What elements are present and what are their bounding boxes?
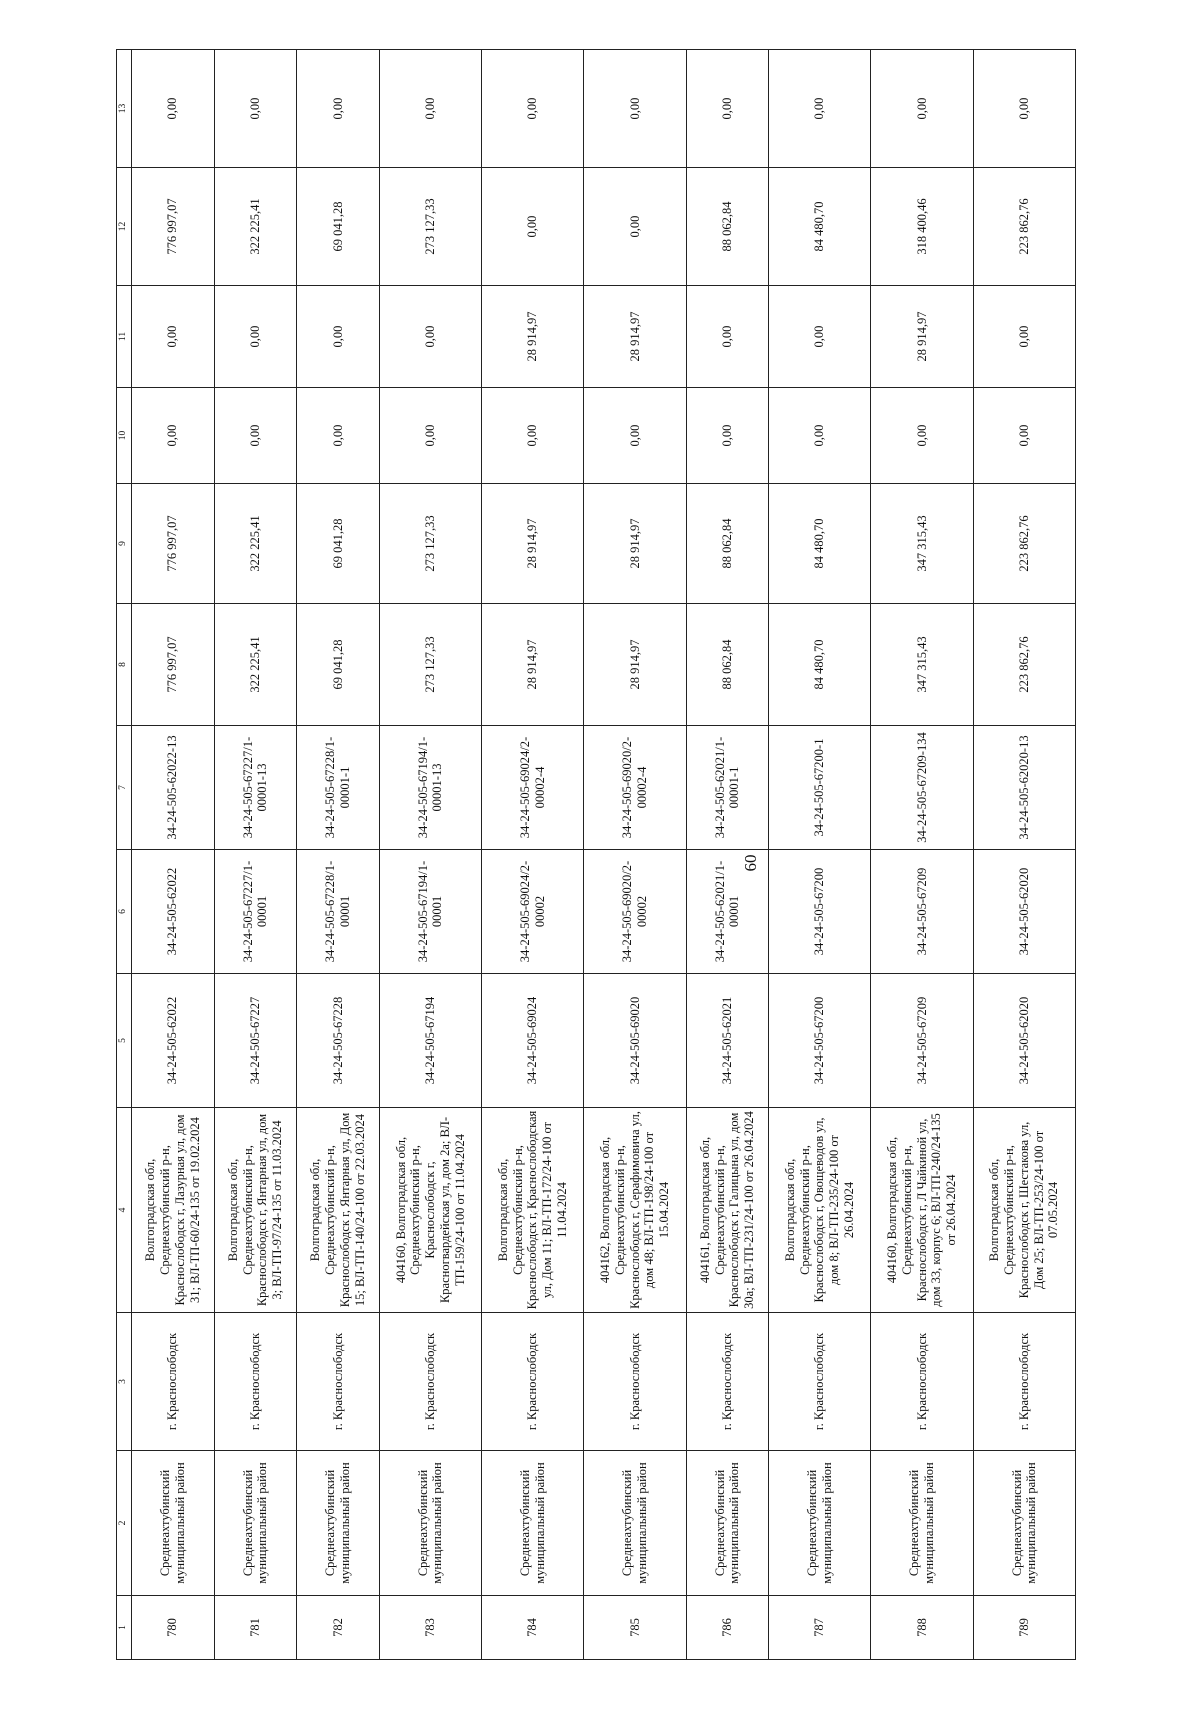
cell-address-contract: 404161, Волгоградская обл, Среднеахтубинский р-н, Краснослободск г, Галицына ул, дом 30а; ВЛ-ТП-231/24-100 от 26.04.2024 [686,1108,769,1313]
cell-amount-col10: 0,00 [132,388,215,484]
cell-address-contract: Волгоградская обл, Среднеахтубинский р-н, Краснослободск г, Краснослободская ул, Дом 11; ВЛ-ТП-172/24-100 от 11.04.2024 [482,1108,584,1313]
table-row [584,50,686,1660]
cell-object-id: 34-24-505-62022-13 [132,726,215,850]
cell-object-number: 34-24-505-62022 [132,850,215,974]
cell-row-number: 780 [132,1596,215,1660]
cell-amount-col11: 0,00 [379,286,481,388]
column-number-cell: 2 [117,1451,132,1596]
cell-amount-col9: 88 062,84 [686,484,769,604]
cell-object-id: 34-24-505-69024/2-00002-4 [482,726,584,850]
cell-amount-total: 28 914,97 [584,604,686,726]
cell-object-number: 34-24-505-62021/1-00001 [686,850,769,974]
cell-cadastral-block: 34-24-505-69024 [482,974,584,1108]
cell-amount-col9: 776 997,07 [132,484,215,604]
column-number-cell: 5 [117,974,132,1108]
cell-amount-col10: 0,00 [214,388,297,484]
cell-settlement: г. Краснослободск [379,1313,481,1451]
cell-amount-col9: 322 225,41 [214,484,297,604]
rotated-table-wrapper [116,50,1076,1660]
cell-amount-col10: 0,00 [871,388,973,484]
cell-object-id: 34-24-505-67209-134 [871,726,973,850]
cell-district: Среднеахтубинский муниципальный район [871,1451,973,1596]
cell-amount-col11: 0,00 [297,286,380,388]
cell-amount-col12: 88 062,84 [686,168,769,286]
cell-object-id: 34-24-505-67194/1-00001-13 [379,726,481,850]
cell-cadastral-block: 34-24-505-67227 [214,974,297,1108]
cell-row-number: 786 [686,1596,769,1660]
page-number: 60 [741,854,760,872]
cell-object-number: 34-24-505-67228/1-00001 [297,850,380,974]
cell-settlement: г. Краснослободск [584,1313,686,1451]
column-number-cell: 12 [117,168,132,286]
cell-amount-col12: 69 041,28 [297,168,380,286]
cell-amount-col9: 347 315,43 [871,484,973,604]
cell-amount-total: 273 127,33 [379,604,481,726]
cell-cadastral-block: 34-24-505-62021 [686,974,769,1108]
cell-address-contract: 404162, Волгоградская обл, Среднеахтубинский р-н, Краснослободск г, Серафимовича ул, дом 48; ВЛ-ТП-198/24-100 от 15.04.2024 [584,1108,686,1313]
cell-row-number: 783 [379,1596,481,1660]
table-row [379,50,481,1660]
cell-object-id: 34-24-505-67200-1 [769,726,871,850]
cell-row-number: 784 [482,1596,584,1660]
cell-object-id: 34-24-505-62020-13 [973,726,1075,850]
cell-amount-col11: 0,00 [132,286,215,388]
column-number-cell: 7 [117,726,132,850]
table-row [769,50,871,1660]
cell-object-number: 34-24-505-67200 [769,850,871,974]
cell-object-number: 34-24-505-67209 [871,850,973,974]
cell-amount-col10: 0,00 [584,388,686,484]
cell-amount-col13: 0,00 [769,50,871,168]
cell-amount-col10: 0,00 [297,388,380,484]
column-number-row [117,50,132,1660]
column-number-cell: 9 [117,484,132,604]
cell-object-number: 34-24-505-67227/1-00001 [214,850,297,974]
table-row [132,50,215,1660]
cell-amount-total: 84 480,70 [769,604,871,726]
cell-amount-total: 28 914,97 [482,604,584,726]
column-number-cell: 8 [117,604,132,726]
cell-row-number: 788 [871,1596,973,1660]
cell-address-contract: Волгоградская обл, Среднеахтубинский р-н, Краснослободск г, Шестакова ул, Дом 25; ВЛ-ТП-253/24-100 от 07.05.2024 [973,1108,1075,1313]
cell-amount-col12: 223 862,76 [973,168,1075,286]
cell-amount-col9: 273 127,33 [379,484,481,604]
cell-amount-col9: 28 914,97 [482,484,584,604]
table-body [117,50,1076,1660]
cell-amount-col9: 223 862,76 [973,484,1075,604]
cell-amount-col10: 0,00 [379,388,481,484]
cell-amount-col9: 28 914,97 [584,484,686,604]
cell-amount-col13: 0,00 [379,50,481,168]
table-row [871,50,973,1660]
cell-amount-col13: 0,00 [132,50,215,168]
cell-row-number: 782 [297,1596,380,1660]
cell-settlement: г. Краснослободск [297,1313,380,1451]
cell-object-id: 34-24-505-62021/1-00001-1 [686,726,769,850]
cell-object-id: 34-24-505-67228/1-00001-1 [297,726,380,850]
cell-amount-col12: 0,00 [482,168,584,286]
cell-district: Среднеахтубинский муниципальный район [482,1451,584,1596]
cell-amount-col11: 0,00 [973,286,1075,388]
cell-amount-col13: 0,00 [214,50,297,168]
cell-amount-col13: 0,00 [686,50,769,168]
cell-object-number: 34-24-505-62020 [973,850,1075,974]
cell-address-contract: 404160, Волгоградская обл, Среднеахтубинский р-н, Краснослободск г, Л Чайкиной ул, дом 33, корпус 6; ВЛ-ТП-240/24-135 от 26.04.2024 [871,1108,973,1313]
cell-amount-total: 88 062,84 [686,604,769,726]
cell-amount-col13: 0,00 [871,50,973,168]
cell-cadastral-block: 34-24-505-62022 [132,974,215,1108]
cell-amount-total: 322 225,41 [214,604,297,726]
cell-settlement: г. Краснослободск [686,1313,769,1451]
column-number-cell: 3 [117,1313,132,1451]
cell-cadastral-block: 34-24-505-67200 [769,974,871,1108]
cell-object-number: 34-24-505-69020/2-00002 [584,850,686,974]
cell-amount-col9: 84 480,70 [769,484,871,604]
cell-amount-col11: 0,00 [214,286,297,388]
cell-settlement: г. Краснослободск [482,1313,584,1451]
cell-amount-col10: 0,00 [482,388,584,484]
cell-district: Среднеахтубинский муниципальный район [214,1451,297,1596]
cell-address-contract: Волгоградская обл, Среднеахтубинский р-н, Краснослободск г, Янтарная ул, дом 3; ВЛ-ТП-97/24-135 от 11.03.2024 [214,1108,297,1313]
cell-amount-col13: 0,00 [482,50,584,168]
cell-amount-col9: 69 041,28 [297,484,380,604]
cell-cadastral-block: 34-24-505-69020 [584,974,686,1108]
cell-settlement: г. Краснослободск [132,1313,215,1451]
cell-amount-col12: 273 127,33 [379,168,481,286]
cell-district: Среднеахтубинский муниципальный район [132,1451,215,1596]
cell-cadastral-block: 34-24-505-62020 [973,974,1075,1108]
cell-object-number: 34-24-505-67194/1-00001 [379,850,481,974]
cell-amount-total: 347 315,43 [871,604,973,726]
cell-amount-col10: 0,00 [686,388,769,484]
cell-amount-col11: 0,00 [686,286,769,388]
cell-amount-total: 69 041,28 [297,604,380,726]
cell-settlement: г. Краснослободск [871,1313,973,1451]
cell-amount-col10: 0,00 [769,388,871,484]
cell-object-number: 34-24-505-69024/2-00002 [482,850,584,974]
table-row [214,50,297,1660]
table-row [973,50,1075,1660]
cell-cadastral-block: 34-24-505-67194 [379,974,481,1108]
cell-cadastral-block: 34-24-505-67228 [297,974,380,1108]
cell-amount-col10: 0,00 [973,388,1075,484]
cell-row-number: 789 [973,1596,1075,1660]
cell-amount-col11: 28 914,97 [482,286,584,388]
cell-amount-col12: 776 997,07 [132,168,215,286]
cell-address-contract: Волгоградская обл, Среднеахтубинский р-н, Краснослободск г, Овощеводов ул, дом 8; ВЛ-ТП-235/24-100 от 26.04.2024 [769,1108,871,1313]
cell-object-id: 34-24-505-69020/2-00002-4 [584,726,686,850]
table-row [297,50,380,1660]
cell-row-number: 785 [584,1596,686,1660]
cell-amount-col11: 0,00 [769,286,871,388]
column-number-cell: 13 [117,50,132,168]
cell-address-contract: Волгоградская обл, Среднеахтубинский р-н, Краснослободск г, Янтарная ул, Дом 15; ВЛ-ТП-140/24-100 от 22.03.2024 [297,1108,380,1313]
column-number-cell: 6 [117,850,132,974]
cell-cadastral-block: 34-24-505-67209 [871,974,973,1108]
cell-district: Среднеахтубинский муниципальный район [973,1451,1075,1596]
cell-object-id: 34-24-505-67227/1-00001-13 [214,726,297,850]
cell-district: Среднеахтубинский муниципальный район [769,1451,871,1596]
column-number-cell: 4 [117,1108,132,1313]
cell-amount-col13: 0,00 [297,50,380,168]
table-row [482,50,584,1660]
cell-address-contract: 404160, Волгоградская обл, Среднеахтубинский р-н, Краснослободск г, Красногвардейская ул, дом 2а; ВЛ-ТП-159/24-100 от 11.04.2024 [379,1108,481,1313]
cell-amount-col13: 0,00 [973,50,1075,168]
cell-amount-col13: 0,00 [584,50,686,168]
cell-amount-col11: 28 914,97 [871,286,973,388]
cell-district: Среднеахтубинский муниципальный район [379,1451,481,1596]
cell-amount-col11: 28 914,97 [584,286,686,388]
cell-amount-total: 223 862,76 [973,604,1075,726]
cell-settlement: г. Краснослободск [769,1313,871,1451]
cell-settlement: г. Краснослободск [214,1313,297,1451]
register-table [116,49,1076,1660]
cell-amount-col12: 0,00 [584,168,686,286]
cell-amount-col12: 84 480,70 [769,168,871,286]
cell-amount-col12: 318 400,46 [871,168,973,286]
column-number-cell: 11 [117,286,132,388]
cell-row-number: 787 [769,1596,871,1660]
cell-row-number: 781 [214,1596,297,1660]
cell-amount-col12: 322 225,41 [214,168,297,286]
cell-amount-total: 776 997,07 [132,604,215,726]
cell-address-contract: Волгоградская обл, Среднеахтубинский р-н, Краснослободск г, Лазурная ул, дом 31; ВЛ-ТП-60/24-135 от 19.02.2024 [132,1108,215,1313]
cell-district: Среднеахтубинский муниципальный район [584,1451,686,1596]
cell-settlement: г. Краснослободск [973,1313,1075,1451]
column-number-cell: 10 [117,388,132,484]
cell-district: Среднеахтубинский муниципальный район [297,1451,380,1596]
cell-district: Среднеахтубинский муниципальный район [686,1451,769,1596]
column-number-cell: 1 [117,1596,132,1660]
table-row [686,50,769,1660]
